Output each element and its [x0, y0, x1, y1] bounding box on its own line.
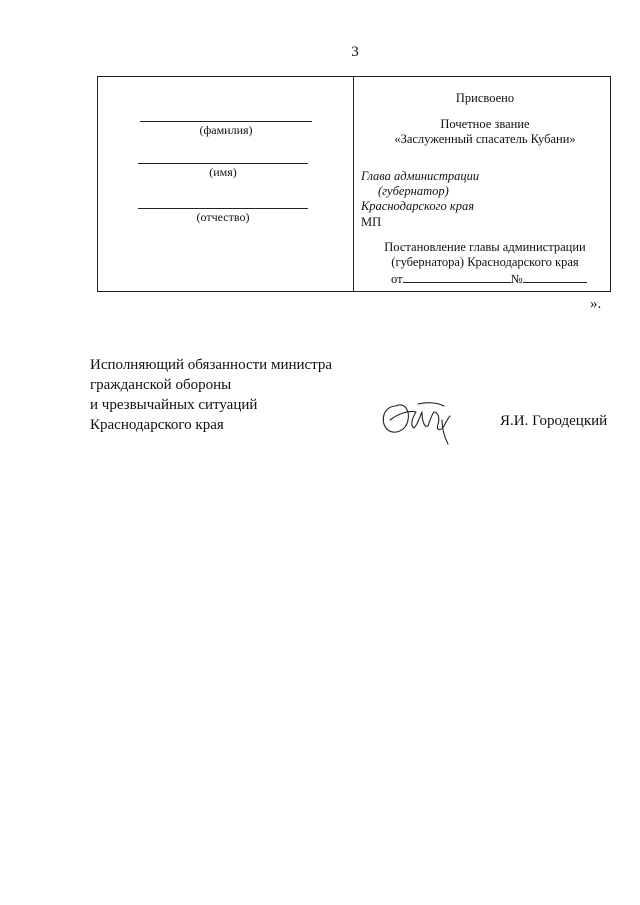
- position-line1: Исполняющий обязанности министра: [90, 357, 333, 373]
- honorary-title-name: «Заслуженный спасатель Кубани»: [394, 132, 576, 146]
- patronymic-caption: (отчество): [196, 210, 250, 224]
- position-line4: Краснодарского края: [90, 417, 224, 433]
- decree-date-number-row: [391, 270, 587, 287]
- decree-line2: (губернатора) Краснодарского края: [391, 255, 579, 269]
- signer-name: Я.И. Городецкий: [500, 413, 608, 429]
- head-title-line2: (губернатор): [378, 184, 449, 198]
- position-line2: гражданской обороны: [90, 377, 232, 393]
- position-line3: и чрезвычайных ситуаций: [90, 397, 258, 413]
- head-title-line1: Глава администрации: [361, 169, 480, 183]
- award-form-table: [97, 76, 611, 292]
- name-caption: (имя): [209, 165, 237, 179]
- decree-line1: Постановление главы администрации: [384, 240, 586, 254]
- date-blank: [403, 270, 511, 283]
- page-number: 3: [351, 44, 359, 60]
- handwritten-signature: [378, 390, 458, 448]
- from-label: от: [391, 272, 403, 286]
- head-title-line3: Краснодарского края: [361, 199, 475, 213]
- seal-label: МП: [361, 215, 382, 229]
- surname-line: [140, 121, 312, 122]
- honorary-title-label: Почетное звание: [440, 117, 530, 131]
- number-label: №: [510, 272, 523, 286]
- assigned-label: Присвоено: [455, 91, 515, 105]
- patronymic-line: [138, 208, 308, 209]
- column-divider: [353, 77, 354, 291]
- closing-quote: ».: [590, 296, 602, 312]
- signatory-position: [90, 355, 332, 435]
- number-blank: [523, 270, 587, 283]
- name-line: [138, 163, 308, 164]
- surname-caption: (фамилия): [199, 123, 253, 137]
